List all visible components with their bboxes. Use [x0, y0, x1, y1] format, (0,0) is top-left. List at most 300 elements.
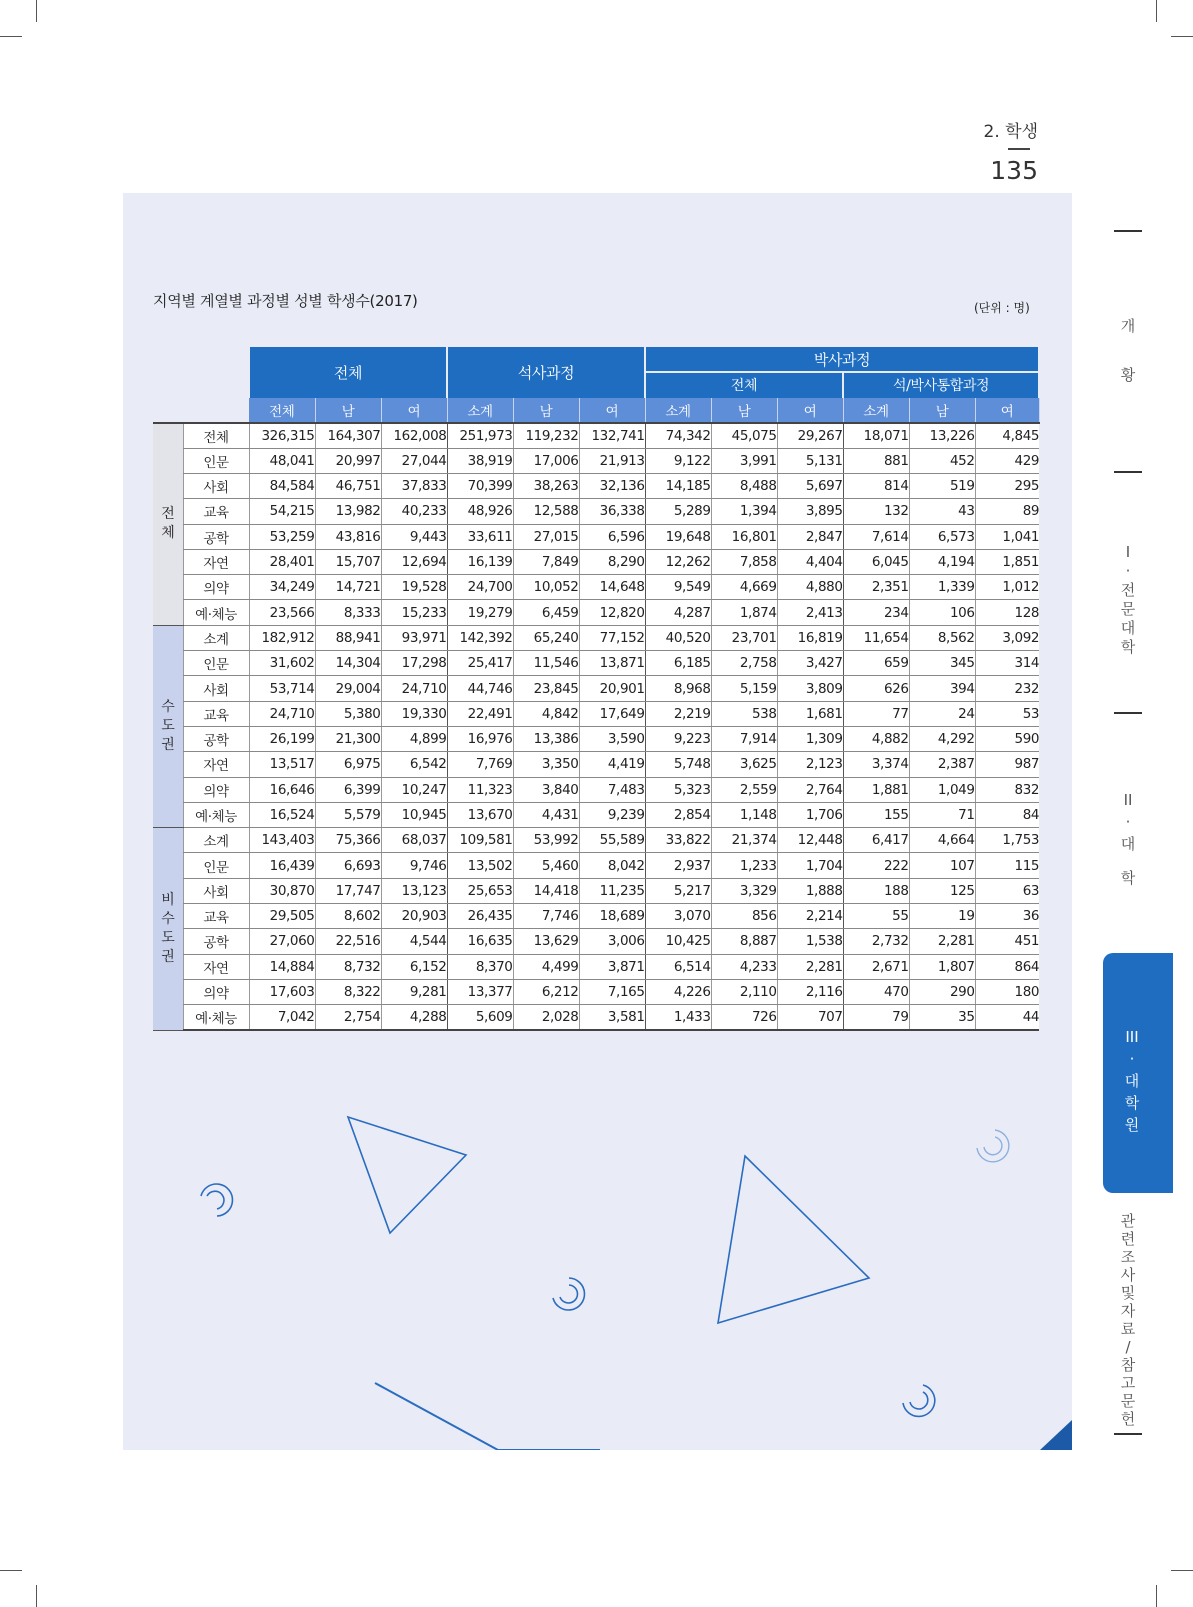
category-cell: 의약	[183, 575, 249, 600]
value-cell: 34,249	[249, 575, 315, 600]
value-cell: 16,646	[249, 777, 315, 802]
value-cell: 8,322	[315, 979, 381, 1004]
value-cell: 5,131	[777, 448, 843, 473]
value-cell: 3,329	[711, 878, 777, 903]
value-cell: 7,914	[711, 726, 777, 751]
unit-note: (단위 : 명)	[974, 301, 1030, 315]
side-char: 문	[1120, 600, 1136, 618]
category-cell: 자연	[183, 954, 249, 979]
value-cell: 24,710	[381, 676, 447, 701]
side-char: 대	[1120, 619, 1136, 637]
category-cell: 공학	[183, 726, 249, 751]
value-cell: 53	[975, 701, 1039, 726]
value-cell: 4,669	[711, 575, 777, 600]
value-cell: 93,971	[381, 625, 447, 650]
side-char: 및	[1120, 1284, 1136, 1302]
side-char: 헌	[1120, 1410, 1136, 1428]
value-cell: 15,233	[381, 600, 447, 625]
category-cell: 예·체능	[183, 1005, 249, 1030]
group-label-char: 전	[161, 506, 175, 523]
side-char: 고	[1120, 1374, 1136, 1392]
value-cell: 4,431	[513, 802, 579, 827]
value-cell: 3,809	[777, 676, 843, 701]
value-cell: 26,199	[249, 726, 315, 751]
value-cell: 232	[975, 676, 1039, 701]
group-label-char: 수	[161, 910, 175, 927]
value-cell: 6,542	[381, 752, 447, 777]
value-cell: 1,538	[777, 929, 843, 954]
side-char: 개	[1120, 317, 1136, 335]
value-cell: 2,758	[711, 651, 777, 676]
value-cell: 26,435	[447, 904, 513, 929]
value-cell: 4,419	[579, 752, 645, 777]
value-cell: 48,926	[447, 499, 513, 524]
value-cell: 2,028	[513, 1005, 579, 1030]
table-row	[153, 549, 1039, 574]
page-number: 135	[990, 156, 1038, 185]
value-cell: 4,544	[381, 929, 447, 954]
category-cell: 인문	[183, 853, 249, 878]
crop-mark	[1156, 0, 1157, 22]
value-cell: 84	[975, 802, 1039, 827]
value-cell: 7,746	[513, 904, 579, 929]
value-cell: 182,912	[249, 625, 315, 650]
value-cell: 23,566	[249, 600, 315, 625]
side-divider	[1114, 1433, 1142, 1435]
category-cell: 예·체능	[183, 802, 249, 827]
value-cell: 4,845	[975, 423, 1039, 448]
value-cell: 44,746	[447, 676, 513, 701]
column-label: 여	[777, 398, 843, 423]
group-label-char: 도	[161, 717, 175, 734]
value-cell: 35	[909, 1005, 975, 1030]
value-cell: 6,459	[513, 600, 579, 625]
value-cell: 7,849	[513, 549, 579, 574]
value-cell: 45,075	[711, 423, 777, 448]
category-cell: 사회	[183, 473, 249, 498]
column-label: 소계	[447, 398, 513, 423]
value-cell: 11,323	[447, 777, 513, 802]
value-cell: 4,194	[909, 549, 975, 574]
value-cell: 106	[909, 600, 975, 625]
crop-mark	[0, 1570, 22, 1571]
value-cell: 71	[909, 802, 975, 827]
value-cell: 1,309	[777, 726, 843, 751]
value-cell: 40,233	[381, 499, 447, 524]
value-cell: 1,394	[711, 499, 777, 524]
side-divider	[1114, 230, 1142, 232]
value-cell: 1,041	[975, 524, 1039, 549]
value-cell: 9,746	[381, 853, 447, 878]
value-cell: 3,070	[645, 904, 711, 929]
value-cell: 5,748	[645, 752, 711, 777]
value-cell: 2,219	[645, 701, 711, 726]
value-cell: 164,307	[315, 423, 381, 448]
group-label-char: 권	[161, 948, 175, 965]
value-cell: 16,439	[249, 853, 315, 878]
value-cell: 27,060	[249, 929, 315, 954]
column-label: 남	[513, 398, 579, 423]
table-row	[153, 828, 1039, 853]
value-cell: 21,374	[711, 828, 777, 853]
value-cell: 3,991	[711, 448, 777, 473]
side-divider	[1114, 471, 1142, 473]
value-cell: 4,499	[513, 954, 579, 979]
value-cell: 2,123	[777, 752, 843, 777]
side-nav-university[interactable]	[1098, 789, 1158, 889]
side-char: I	[1125, 543, 1131, 561]
value-cell: 14,884	[249, 954, 315, 979]
value-cell: 8,562	[909, 625, 975, 650]
value-cell: 27,044	[381, 448, 447, 473]
value-cell: 132	[843, 499, 909, 524]
value-cell: 16,976	[447, 726, 513, 751]
value-cell: 180	[975, 979, 1039, 1004]
value-cell: 7,042	[249, 1005, 315, 1030]
value-cell: 12,694	[381, 549, 447, 574]
value-cell: 8,333	[315, 600, 381, 625]
value-cell: 7,614	[843, 524, 909, 549]
value-cell: 6,514	[645, 954, 711, 979]
crop-mark	[36, 0, 37, 22]
value-cell: 12,448	[777, 828, 843, 853]
category-cell: 의약	[183, 777, 249, 802]
value-cell: 28,401	[249, 549, 315, 574]
crop-mark	[1171, 36, 1193, 37]
value-cell: 29,505	[249, 904, 315, 929]
value-cell: 53,714	[249, 676, 315, 701]
value-cell: 326,315	[249, 423, 315, 448]
value-cell: 19,528	[381, 575, 447, 600]
value-cell: 13,226	[909, 423, 975, 448]
value-cell: 10,425	[645, 929, 711, 954]
value-cell: 856	[711, 904, 777, 929]
value-cell: 6,417	[843, 828, 909, 853]
value-cell: 38,919	[447, 448, 513, 473]
value-cell: 13,377	[447, 979, 513, 1004]
group-label-char: 비	[161, 891, 175, 908]
value-cell: 19	[909, 904, 975, 929]
value-cell: 29,004	[315, 676, 381, 701]
side-char: /	[1125, 1338, 1131, 1356]
value-cell: 295	[975, 473, 1039, 498]
value-cell: 65,240	[513, 625, 579, 650]
table-row	[153, 752, 1039, 777]
value-cell: 16,139	[447, 549, 513, 574]
column-label: 소계	[843, 398, 909, 423]
value-cell: 1,704	[777, 853, 843, 878]
category-cell: 소계	[183, 625, 249, 650]
table-row	[153, 802, 1039, 827]
side-char: II	[1123, 791, 1133, 809]
column-label: 전체	[249, 398, 315, 423]
value-cell: 55,589	[579, 828, 645, 853]
value-cell: 9,549	[645, 575, 711, 600]
value-cell: 23,701	[711, 625, 777, 650]
value-cell: 33,611	[447, 524, 513, 549]
category-cell: 사회	[183, 676, 249, 701]
value-cell: 3,840	[513, 777, 579, 802]
value-cell: 2,351	[843, 575, 909, 600]
header-doctoral-total: 전체	[645, 372, 843, 397]
side-nav-references[interactable]	[1098, 1212, 1158, 1428]
value-cell: 3,895	[777, 499, 843, 524]
value-cell: 2,732	[843, 929, 909, 954]
column-label: 소계	[645, 398, 711, 423]
value-cell: 6,596	[579, 524, 645, 549]
value-cell: 234	[843, 600, 909, 625]
value-cell: 12,262	[645, 549, 711, 574]
value-cell: 1,233	[711, 853, 777, 878]
value-cell: 222	[843, 853, 909, 878]
value-cell: 37,833	[381, 473, 447, 498]
category-cell: 예·체능	[183, 600, 249, 625]
value-cell: 1,706	[777, 802, 843, 827]
value-cell: 3,374	[843, 752, 909, 777]
value-cell: 77,152	[579, 625, 645, 650]
value-cell: 77	[843, 701, 909, 726]
table-row	[153, 473, 1039, 498]
category-cell: 교육	[183, 904, 249, 929]
value-cell: 5,380	[315, 701, 381, 726]
value-cell: 1,874	[711, 600, 777, 625]
value-cell: 7,483	[579, 777, 645, 802]
value-cell: 4,404	[777, 549, 843, 574]
value-cell: 590	[975, 726, 1039, 751]
column-label: 여	[579, 398, 645, 423]
value-cell: 8,968	[645, 676, 711, 701]
value-cell: 24,700	[447, 575, 513, 600]
value-cell: 115	[975, 853, 1039, 878]
row-group-label	[153, 828, 183, 1030]
value-cell: 6,185	[645, 651, 711, 676]
value-cell: 13,123	[381, 878, 447, 903]
value-cell: 7,165	[579, 979, 645, 1004]
table-title: 지역별 계열별 과정별 성별 학생수(2017)	[153, 292, 418, 310]
value-cell: 20,997	[315, 448, 381, 473]
value-cell: 20,903	[381, 904, 447, 929]
side-char: 자	[1120, 1302, 1136, 1320]
value-cell: 107	[909, 853, 975, 878]
value-cell: 2,854	[645, 802, 711, 827]
side-char: ·	[1125, 813, 1131, 831]
side-char: 대	[1120, 835, 1136, 853]
value-cell: 46,751	[315, 473, 381, 498]
value-cell: 9,281	[381, 979, 447, 1004]
value-cell: 6,693	[315, 853, 381, 878]
category-cell: 공학	[183, 524, 249, 549]
value-cell: 8,290	[579, 549, 645, 574]
value-cell: 17,603	[249, 979, 315, 1004]
value-cell: 1,753	[975, 828, 1039, 853]
value-cell: 19,648	[645, 524, 711, 549]
value-cell: 162,008	[381, 423, 447, 448]
value-cell: 2,764	[777, 777, 843, 802]
value-cell: 43	[909, 499, 975, 524]
value-cell: 1,888	[777, 878, 843, 903]
value-cell: 345	[909, 651, 975, 676]
table-row	[153, 954, 1039, 979]
table-row	[153, 524, 1039, 549]
value-cell: 4,233	[711, 954, 777, 979]
value-cell: 4,842	[513, 701, 579, 726]
value-cell: 63	[975, 878, 1039, 903]
side-char: 황	[1120, 366, 1136, 384]
value-cell: 13,871	[579, 651, 645, 676]
value-cell: 5,460	[513, 853, 579, 878]
value-cell: 1,339	[909, 575, 975, 600]
value-cell: 55	[843, 904, 909, 929]
value-cell: 10,052	[513, 575, 579, 600]
side-char: 대	[1124, 1072, 1140, 1090]
value-cell: 16,801	[711, 524, 777, 549]
value-cell: 1,433	[645, 1005, 711, 1030]
value-cell: 68,037	[381, 828, 447, 853]
value-cell: 4,899	[381, 726, 447, 751]
table-row	[153, 853, 1039, 878]
value-cell: 5,217	[645, 878, 711, 903]
table-row	[153, 600, 1039, 625]
value-cell: 626	[843, 676, 909, 701]
value-cell: 13,670	[447, 802, 513, 827]
crop-mark	[1171, 1570, 1193, 1571]
value-cell: 10,945	[381, 802, 447, 827]
value-cell: 7,858	[711, 549, 777, 574]
value-cell: 143,403	[249, 828, 315, 853]
student-count-table	[153, 347, 1040, 1031]
header-corner	[153, 398, 249, 423]
value-cell: 2,116	[777, 979, 843, 1004]
side-nav-college[interactable]	[1098, 543, 1158, 657]
side-char: 문	[1120, 1392, 1136, 1410]
value-cell: 1,681	[777, 701, 843, 726]
value-cell: 31,602	[249, 651, 315, 676]
value-cell: 1,851	[975, 549, 1039, 574]
value-cell: 8,732	[315, 954, 381, 979]
value-cell: 89	[975, 499, 1039, 524]
value-cell: 24	[909, 701, 975, 726]
value-cell: 14,304	[315, 651, 381, 676]
value-cell: 2,214	[777, 904, 843, 929]
value-cell: 54,215	[249, 499, 315, 524]
value-cell: 53,992	[513, 828, 579, 853]
value-cell: 48,041	[249, 448, 315, 473]
value-cell: 79	[843, 1005, 909, 1030]
category-cell: 소계	[183, 828, 249, 853]
value-cell: 9,443	[381, 524, 447, 549]
value-cell: 5,609	[447, 1005, 513, 1030]
side-divider	[1114, 712, 1142, 714]
row-group-label	[153, 423, 183, 625]
value-cell: 13,517	[249, 752, 315, 777]
value-cell: 15,707	[315, 549, 381, 574]
category-cell: 자연	[183, 752, 249, 777]
value-cell: 14,185	[645, 473, 711, 498]
group-label-char: 권	[161, 736, 175, 753]
value-cell: 519	[909, 473, 975, 498]
value-cell: 2,281	[777, 954, 843, 979]
value-cell: 125	[909, 878, 975, 903]
value-cell: 25,653	[447, 878, 513, 903]
value-cell: 6,212	[513, 979, 579, 1004]
value-cell: 6,975	[315, 752, 381, 777]
value-cell: 25,417	[447, 651, 513, 676]
value-cell: 1,012	[975, 575, 1039, 600]
value-cell: 2,281	[909, 929, 975, 954]
value-cell: 13,502	[447, 853, 513, 878]
value-cell: 155	[843, 802, 909, 827]
value-cell: 22,491	[447, 701, 513, 726]
table-row	[153, 979, 1039, 1004]
side-char: 학	[1120, 638, 1136, 656]
value-cell: 11,235	[579, 878, 645, 903]
value-cell: 1,881	[843, 777, 909, 802]
side-char: 원	[1124, 1116, 1140, 1134]
column-label: 여	[975, 398, 1039, 423]
value-cell: 3,350	[513, 752, 579, 777]
value-cell: 13,386	[513, 726, 579, 751]
value-cell: 20,901	[579, 676, 645, 701]
value-cell: 22,516	[315, 929, 381, 954]
value-cell: 30,870	[249, 878, 315, 903]
value-cell: 40,520	[645, 625, 711, 650]
value-cell: 8,887	[711, 929, 777, 954]
value-cell: 4,882	[843, 726, 909, 751]
value-cell: 13,629	[513, 929, 579, 954]
value-cell: 6,152	[381, 954, 447, 979]
value-cell: 18,071	[843, 423, 909, 448]
side-nav-overview[interactable]	[1098, 315, 1158, 385]
side-char: 관	[1120, 1212, 1136, 1230]
value-cell: 2,413	[777, 600, 843, 625]
value-cell: 74,342	[645, 423, 711, 448]
value-cell: 36	[975, 904, 1039, 929]
value-cell: 84,584	[249, 473, 315, 498]
value-cell: 881	[843, 448, 909, 473]
value-cell: 538	[711, 701, 777, 726]
value-cell: 251,973	[447, 423, 513, 448]
value-cell: 9,239	[579, 802, 645, 827]
value-cell: 4,664	[909, 828, 975, 853]
value-cell: 5,289	[645, 499, 711, 524]
side-nav-graduate-active[interactable]	[1103, 953, 1173, 1193]
value-cell: 5,323	[645, 777, 711, 802]
category-cell: 의약	[183, 979, 249, 1004]
side-char: 조	[1120, 1248, 1136, 1266]
value-cell: 659	[843, 651, 909, 676]
value-cell: 21,913	[579, 448, 645, 473]
side-char: 참	[1120, 1356, 1136, 1374]
header-divider	[1008, 148, 1030, 150]
value-cell: 1,049	[909, 777, 975, 802]
value-cell: 11,654	[843, 625, 909, 650]
table-row	[153, 726, 1039, 751]
value-cell: 16,819	[777, 625, 843, 650]
value-cell: 8,370	[447, 954, 513, 979]
value-cell: 5,697	[777, 473, 843, 498]
value-cell: 864	[975, 954, 1039, 979]
value-cell: 4,288	[381, 1005, 447, 1030]
value-cell: 814	[843, 473, 909, 498]
table-row	[153, 904, 1039, 929]
side-char: 료	[1120, 1320, 1136, 1338]
value-cell: 27,015	[513, 524, 579, 549]
value-cell: 17,649	[579, 701, 645, 726]
value-cell: 32,136	[579, 473, 645, 498]
category-cell: 사회	[183, 878, 249, 903]
value-cell: 36,338	[579, 499, 645, 524]
group-label-char: 수	[161, 698, 175, 715]
